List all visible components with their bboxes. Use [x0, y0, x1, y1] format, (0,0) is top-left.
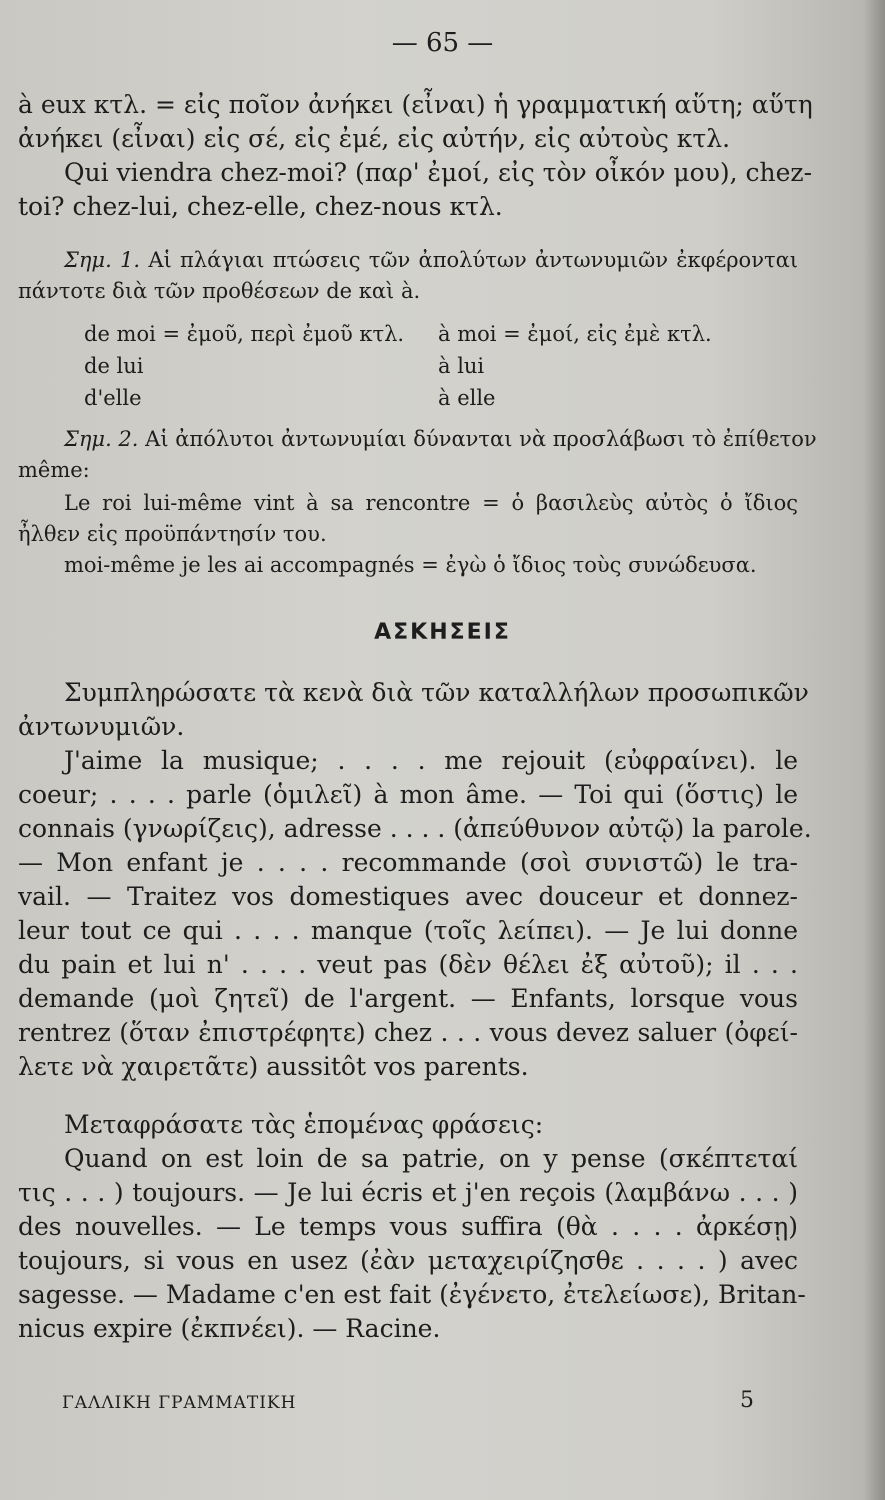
exercise-1-line: λετε νὰ χαιρετᾶτε) aussitôt vos parents.: [18, 1052, 529, 1081]
note-1: [18, 245, 798, 307]
pronoun-left: de moi = ἐμοῦ, περὶ ἐμοῦ κτλ.: [84, 322, 405, 346]
note-1-line: [18, 245, 798, 276]
pronoun-right: à lui: [438, 354, 485, 378]
pronoun-right: à elle: [438, 386, 496, 410]
exercise-1-line: leur tout ce qui . . . . manque (τοῖς λείπει). — Je lui donne: [18, 916, 798, 945]
examples: [18, 488, 798, 581]
note-2-line: [18, 424, 817, 455]
exercise-2-line: des nouvelles. — Le temps vous suffira (θὰ . . . . ἀρκέσῃ): [18, 1212, 798, 1241]
exercise-1: [18, 676, 812, 1084]
intro-line: toi? chez-lui, chez-elle, chez-nous κτλ.: [18, 192, 503, 221]
exercises-heading: ΑΣΚΗΣΕΙΣ: [374, 620, 511, 645]
note-1-line-2: πάντοτε διὰ τῶν προθέσεων de καὶ à.: [18, 279, 421, 303]
exercise-1-line: vail. — Traitez vos domestiques avec douceur et donnez-: [18, 882, 798, 911]
exercise-1-line: Συμπληρώσατε τὰ κενὰ διὰ τῶν καταλλήλων προσωπικῶν: [64, 678, 809, 707]
note-1-text: Αἱ πλάγιαι πτώσεις τῶν ἀπολύτων ἀντωνυμιῶν ἐκφέρονται: [148, 248, 799, 272]
pronoun-row: [84, 350, 712, 382]
note-2-text: Αἱ ἀπόλυτοι ἀντωνυμίαι δύνανται νὰ προσλάβωσι τὸ ἐπίθετον: [145, 427, 817, 451]
exercise-1-line: du pain et lui n' . . . . veut pas (δὲν θέλει ἐξ αὐτοῦ); il . . .: [18, 950, 798, 979]
pronoun-right: à moi = ἐμοί, εἰς ἐμὲ κτλ.: [438, 322, 712, 346]
exercise-1-line: rentrez (ὅταν ἐπιστρέφητε) chez . . . vous devez saluer (ὀφεί-: [18, 1018, 798, 1047]
exercise-1-line: connais (γνωρίζεις), adresse . . . . (ἀπεύθυνον αὐτῷ) la parole.: [18, 814, 812, 843]
exercise-2: [18, 1108, 806, 1346]
footer-signature-mark: 5: [740, 1388, 754, 1413]
exercise-1-line: demande (μοὶ ζητεῖ) de l'argent. — Enfants, lorsque vous: [18, 984, 798, 1013]
example-line: moi-même je les ai accompagnés = ἐγὼ ὁ ἴδιος τοὺς συνώδευσα.: [64, 553, 757, 577]
note-1-label: Σημ. 1.: [64, 248, 141, 272]
note-2-line-2: même:: [18, 458, 90, 482]
pronoun-table: [84, 318, 712, 414]
example-line: ἦλθεν εἰς προϋπάντησίν του.: [18, 522, 327, 546]
pronoun-left: de lui: [84, 354, 144, 378]
footer-book-title: ΓΑΛΛΙΚΗ ΓΡΑΜΜΑΤΙΚΗ: [62, 1393, 297, 1413]
example-line: Le roi lui-même vint à sa rencontre = ὁ βασιλεὺς αὐτὸς ὁ ἴδιος: [64, 491, 798, 515]
intro-paragraph: [18, 88, 813, 224]
exercise-2-line: nicus expire (ἐκπνέει). — Racine.: [18, 1314, 441, 1343]
exercise-1-line: coeur; . . . . parle (ὁμιλεῖ) à mon âme. — Toi qui (ὅστις) le: [18, 780, 798, 809]
intro-line: Qui viendra chez-moi? (παρ' ἐμοί, εἰς τὸν οἶκόν μου), chez-: [64, 158, 813, 187]
exercise-2-line: Μεταφράσατε τὰς ἑπομένας φράσεις:: [64, 1110, 544, 1139]
pronoun-row: [84, 382, 712, 414]
pronoun-row: [84, 318, 712, 350]
exercise-2-line: sagesse. — Madame c'en est fait (ἐγένετο, ἐτελείωσε), Britan-: [18, 1280, 806, 1309]
exercise-2-line: toujours, si vous en usez (ἐὰν μεταχειρίζησθε . . . . ) avec: [18, 1246, 798, 1275]
intro-line: à eux κτλ. = εἰς ποῖον ἀνήκει (εἶναι) ἡ γραμματική αὕτη; αὕτη: [18, 90, 813, 119]
note-2: [18, 424, 817, 486]
exercise-1-line: ἀντωνυμιῶν.: [18, 712, 185, 741]
page-number: — 65 —: [391, 28, 494, 58]
exercise-1-line: J'aime la musique; . . . . me rejouit (εὐφραίνει). le: [64, 746, 798, 775]
exercise-1-line: — Mon enfant je . . . . recommande (σοὶ συνιστῶ) le tra-: [18, 848, 798, 877]
pronoun-left: d'elle: [84, 386, 142, 410]
note-2-label: Σημ. 2.: [64, 427, 139, 451]
intro-line: ἀνήκει (εἶναι) εἰς σέ, εἰς ἐμέ, εἰς αὐτήν, εἰς αὐτοὺς κτλ.: [18, 124, 731, 153]
exercise-2-line: Quand on est loin de sa patrie, on y pense (σκέπτεταί: [64, 1144, 798, 1173]
page-edge-shadow: [863, 0, 885, 1500]
exercise-2-line: τις . . . ) toujours. — Je lui écris et j'en reçois (λαμβάνω . . . ): [18, 1178, 798, 1207]
